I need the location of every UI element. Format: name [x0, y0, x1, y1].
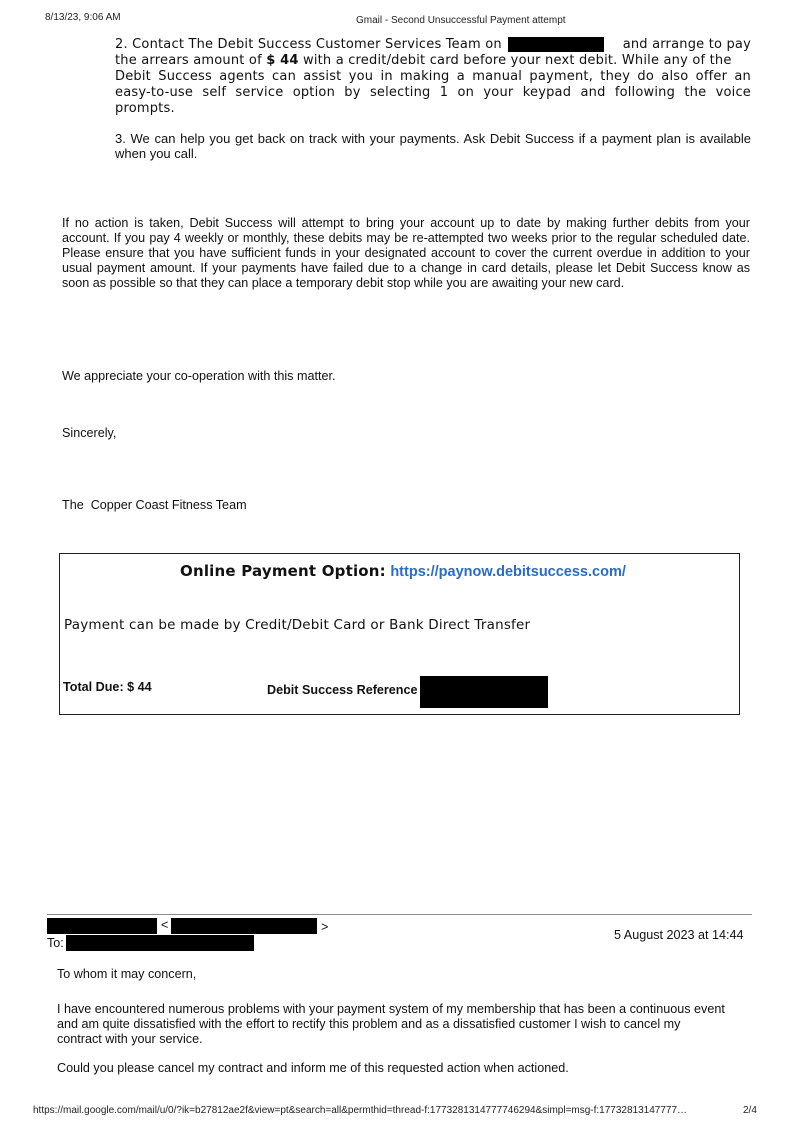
step-2 — [115, 37, 751, 117]
no-action-paragraph: If no action is taken, Debit Success will attempt to bring your account up to date by making further debits from your account. If you pay 4 weekly or monthly, these debits may be re-attempted two weeks prior to the regular scheduled date. Please ensure that you have sufficient funds in your designated account to cover the current overdue in addition to your usual payment amount. If your payments have failed due to a change in card details, please let Debit Success know as soon as possible so that they can place a temporary debit stop while you are awaiting your new card. — [62, 216, 750, 290]
step-3: 3. We can help you get back on track with your payments. Ask Debit Success if a payment plan is available when you call. — [115, 131, 751, 161]
total-due: Total Due: $ 44 — [63, 680, 152, 694]
redacted-phone — [508, 37, 604, 52]
payment-heading: Online Payment Option: — [180, 562, 386, 580]
print-footer-url[interactable]: https://mail.google.com/mail/u/0/?ik=b27812ae2f&view=pt&search=all&permthid=thread-f:1773281314777746294&simpl=msg-f:17732813147777… — [33, 1105, 688, 1116]
step-2-line4: easy-to-use self service option by selecting 1 on your keypad and following the voice — [115, 85, 751, 100]
payment-option-box — [59, 553, 740, 715]
payment-heading-row — [180, 562, 626, 581]
print-title: Gmail - Second Unsuccessful Payment attempt — [356, 15, 566, 26]
step-2-amount: $ 44 — [266, 53, 299, 68]
step-2-after-phone: and arrange to pay — [622, 37, 751, 52]
email-divider — [47, 914, 752, 915]
redacted-reference — [420, 676, 548, 708]
sender-bracket-open: < — [161, 918, 169, 932]
step-2-line2b: with a credit/debit card before your next debit. While any of the — [298, 53, 732, 68]
sender-bracket-close: > — [321, 920, 329, 934]
redacted-sender-name — [47, 918, 157, 934]
redacted-sender-email — [171, 918, 317, 934]
payment-methods: Payment can be made by Credit/Debit Card or Bank Direct Transfer — [64, 617, 531, 633]
closing: Sincerely, — [62, 426, 117, 440]
appreciation-line: We appreciate your co-operation with this matter. — [62, 369, 336, 383]
payment-url-link[interactable]: https://paynow.debitsuccess.com/ — [390, 564, 626, 580]
email-paragraph-2: Could you please cancel my contract and inform me of this requested action when actioned. — [57, 1061, 569, 1075]
redacted-recipient — [66, 935, 254, 951]
step-2-line5: prompts. — [115, 101, 175, 116]
email-greeting: To whom it may concern, — [57, 967, 197, 981]
to-label: To: — [47, 936, 64, 950]
step-2-prefix: 2. Contact The Debit Success Customer Services Team on — [115, 37, 502, 52]
signature: The Copper Coast Fitness Team — [62, 498, 247, 512]
print-datetime: 8/13/23, 9:06 AM — [45, 12, 121, 23]
step-2-line3: Debit Success agents can assist you in making a manual payment, they do also offer an — [115, 69, 751, 84]
print-page-number: 2/4 — [743, 1105, 757, 1116]
email-paragraph-1: I have encountered numerous problems with your payment system of my membership that has been a continuous event and am quite dissatisfied with the effort to rectify this problem and as a dissatisfied customer I wish to cancel my contract with your service. — [57, 1002, 725, 1046]
reference-label: Debit Success Reference — [267, 683, 418, 697]
email-date: 5 August 2023 at 14:44 — [614, 928, 744, 942]
step-2-line2a: the arrears amount of — [115, 53, 267, 68]
